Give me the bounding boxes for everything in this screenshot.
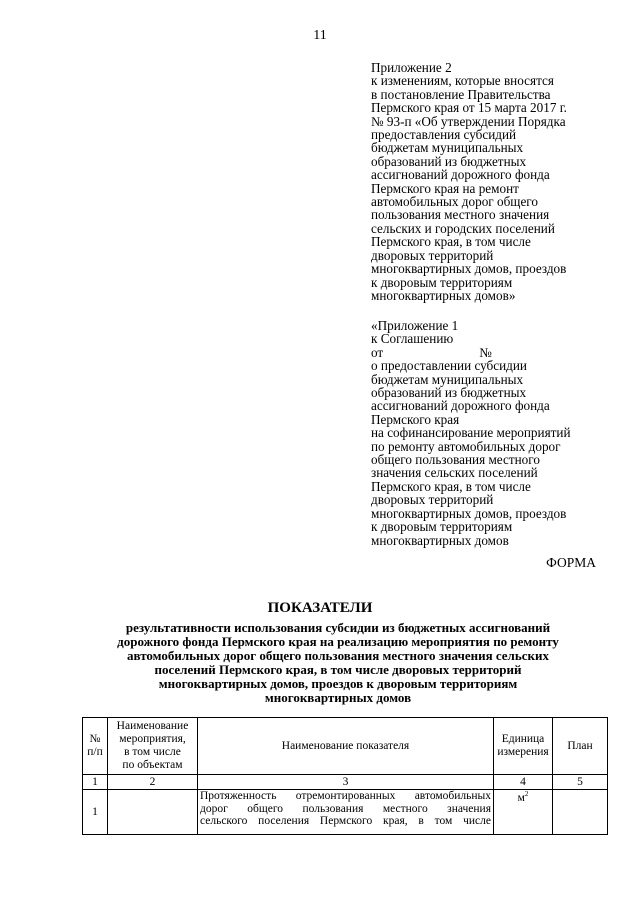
subtitle-line: результативности использования субсидии из бюджетных ассигнований [125, 620, 551, 635]
appendix-2-line: Приложение 2 [371, 60, 452, 75]
appendix-1-heading: «Приложение 1 [371, 318, 459, 333]
table-header-row [83, 718, 608, 775]
appendix-2-line: ассигнований дорожного фонда [371, 167, 550, 183]
appendix-1-line: по ремонту автомобильных дорог [371, 438, 561, 454]
appendix-2-line: образований из бюджетных [371, 153, 527, 169]
appendix-2-line: многоквартирных домов» [371, 287, 516, 303]
appendix-2-line: Пермского края от 15 марта 2017 г. [371, 100, 567, 116]
appendix-2-line: Пермского края, в том числе [371, 234, 531, 250]
row-event [108, 790, 198, 835]
header-event [108, 718, 198, 775]
header-unit-line: измерения [497, 746, 549, 758]
appendix-1-line: образований из бюджетных [371, 385, 527, 401]
row-num: 1 [83, 790, 108, 835]
appendix-1-line: Пермского края, в том числе [371, 478, 531, 494]
index-cell: 1 [83, 775, 108, 790]
index-cell: 4 [494, 775, 553, 790]
appendix-1-line: Пермского края [371, 411, 460, 427]
appendix-2-line: сельских и городских поселений [371, 220, 555, 236]
appendix-2-line: к изменениям, которые вносятся [371, 73, 554, 89]
appendix-1-line: ассигнований дорожного фонда [371, 398, 550, 414]
header-event-line: по объектам [122, 759, 183, 771]
subtitle-line: многоквартирных домов [264, 689, 412, 705]
index-cell: 3 [198, 775, 494, 790]
subtitle-line: поселений Пермского края, в том числе дворовых территорий [154, 661, 522, 677]
header-plan: План [553, 718, 608, 775]
header-num [83, 718, 108, 775]
appendix-2-line: № 93-п «Об утверждении Порядка [371, 113, 566, 129]
row-unit-text: м [517, 791, 525, 804]
header-indicator: Наименование показателя [198, 718, 494, 775]
appendix-1-line: дворовых территорий [371, 492, 494, 508]
appendix-1-line: значения сельских поселений [371, 465, 538, 481]
appendix-1-line: к дворовым территориям [371, 519, 513, 535]
subtitle-line: многоквартирных домов, проездов к дворовым территориям [158, 675, 518, 691]
appendix-2-line: автомобильных дорог общего [371, 194, 538, 210]
header-event-line: мероприятия, [119, 733, 186, 745]
appendix-2-line: Пермского края на ремонт [371, 180, 519, 196]
index-cell: 2 [108, 775, 198, 790]
appendix-1-line: общего пользования местного [371, 452, 540, 468]
table-row [83, 790, 608, 835]
header-num-line: № [89, 733, 101, 745]
row-indicator-line: дорог общего пользования местного значения [200, 802, 491, 815]
appendix-1-line: о предоставлении субсидии [371, 358, 527, 374]
appendix-1-line: многоквартирных домов, проездов [371, 505, 567, 521]
row-unit-sup: 2 [524, 790, 529, 798]
table-index-row [83, 775, 608, 790]
header-unit [494, 718, 553, 775]
appendix-1-agreement: к Соглашению [371, 331, 454, 347]
appendix-2-line: к дворовым территориям [371, 274, 513, 290]
row-plan [553, 790, 608, 835]
row-indicator [198, 790, 494, 835]
header-event-line: в том числе [124, 746, 181, 758]
page-number: 11 [313, 28, 327, 43]
header-num-line: п/п [87, 746, 103, 758]
document-title: ПОКАЗАТЕЛИ [267, 600, 373, 616]
form-label: ФОРМА [546, 555, 596, 570]
date-label: от [371, 344, 384, 360]
row-indicator-line: сельского поселения Пермского края, в том числе [200, 815, 491, 827]
appendix-1-line: на софинансирование мероприятий [371, 425, 571, 441]
header-event-line: Наименование [116, 720, 189, 732]
agreement-date-number [371, 346, 606, 359]
header-unit-line: Единица [501, 733, 545, 745]
number-label: № [479, 344, 492, 360]
index-cell: 5 [553, 775, 608, 790]
appendix-1-line: бюджетам муниципальных [371, 371, 524, 387]
appendix-2-line: многоквартирных домов, проездов [371, 261, 567, 277]
subtitle-line: автомобильных дорог общего пользования местного значения сельских [127, 647, 549, 663]
document-subtitle [78, 621, 598, 704]
appendix-2-line: в постановление Правительства [371, 86, 551, 102]
subtitle-line: дорожного фонда Пермского края на реализацию мероприятия по ремонту [117, 633, 559, 649]
appendix-2-line: дворовых территорий [371, 247, 494, 263]
appendix-2-line: пользования местного значения [371, 207, 550, 223]
appendix-2-line: предоставления субсидий [371, 127, 517, 143]
appendix-1-block [371, 319, 606, 547]
appendix-2-line: бюджетам муниципальных [371, 140, 524, 156]
appendix-1-line: многоквартирных домов [371, 532, 509, 548]
appendix-2-block [371, 61, 606, 302]
row-unit [494, 790, 553, 835]
indicators-table [82, 717, 608, 835]
row-indicator-line: Протяженность отремонтированных автомобильных [200, 790, 491, 802]
